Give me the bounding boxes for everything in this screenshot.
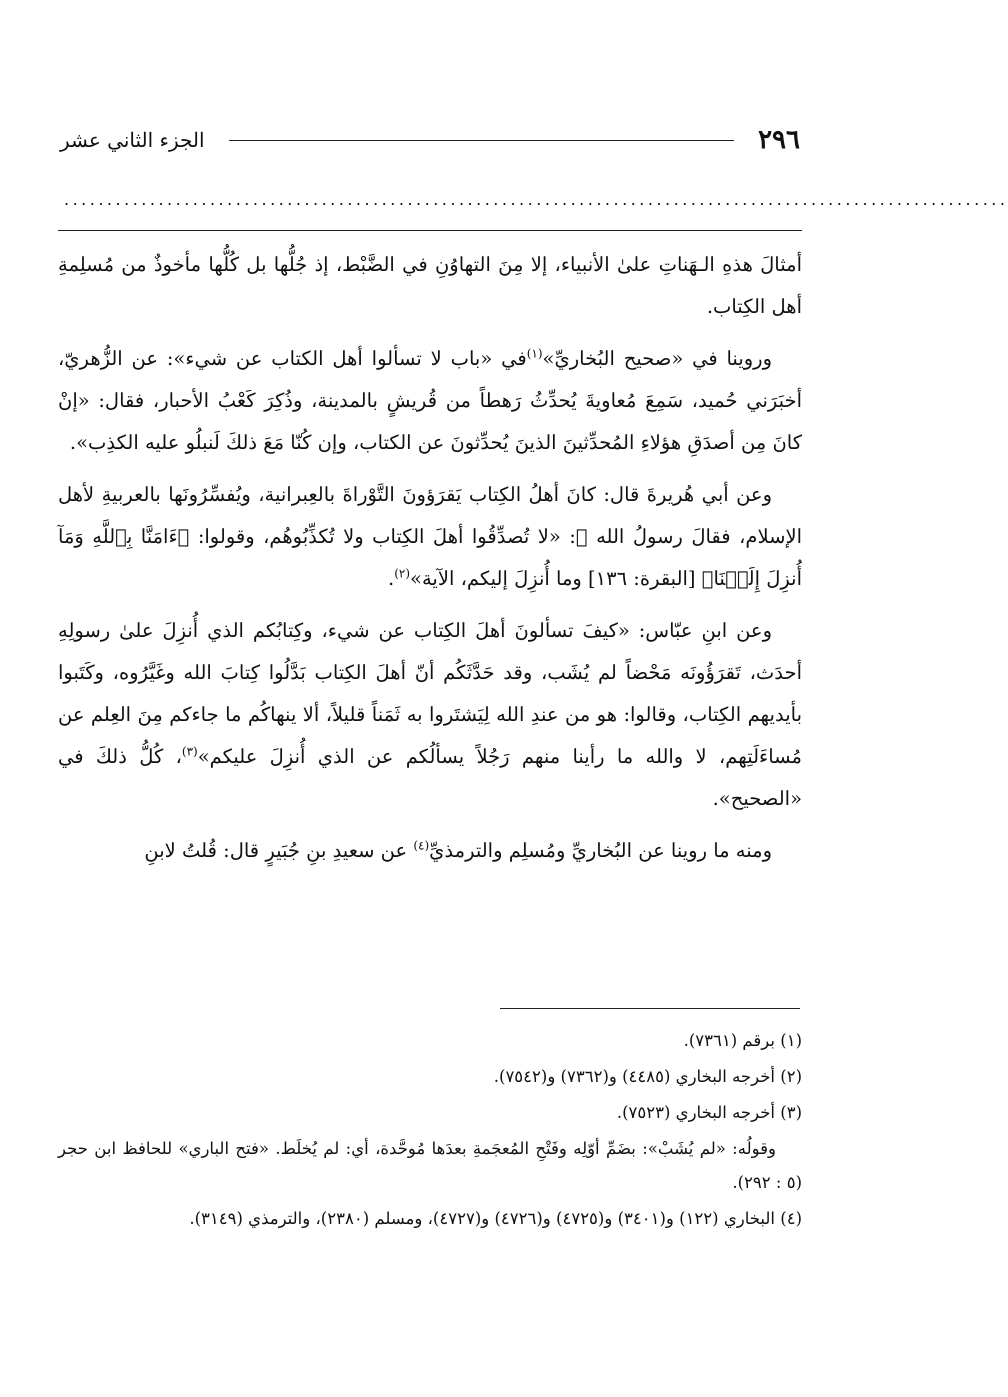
footnotes [58,1024,802,1238]
footnote-3: (٣) أخرجه البخاري (٧٥٢٣). [616,1103,802,1122]
paragraph-2-rest: في «باب لا تسألوا أهل الكتاب عن شيء»: عن الزُّهريّ، أخبَرَني حُميد، سَمِعَ مُعاويةَ يُحدِّثُ رَهطاً من قُريشٍ بالمدينة، وذُكِرَ كَعْبُ الأحبار، فقال: «إنْ كانَ مِن أصدَقِ هؤلاءِ المُحدِّثينَ الذينَ يُحدِّثونَ عن الكتاب، وإن كُنّا مَعَ ذلكَ لَنبلُو عليه الكذِب». [58,347,802,454]
footnote-rule [500,1008,800,1009]
paragraph-4-start: وعن ابنِ عبّاس: «كيفَ تسألونَ أهلَ الكِتاب عن شيء، وكِتابُكم الذي أُنزِلَ علىٰ رسولِهِ أحدَث، تَقرَؤُونَه مَحْضاً لم يُشَب، وقد حَدَّثَكُم أنّ أهلَ الكِتاب بَدَّلُوا كِتابَ الله وغَيَّرُوه، وكَتَبوا بأيديهم الكِتاب، وقالوا: هو من عندِ الله لِيَشتَروا به ثَمَناً قليلاً، ألا ينهاكُم ما جاءكم مِنَ العِلم عن مُساءَلَتِهم، لا والله ما رأينا منهم رَجُلاً يسألُكم عن الذي أُنزِلَ عليكم» [58,619,802,768]
main-text [58,244,802,882]
header-rule [229,140,735,141]
paragraph-5-rest: عن سعيدِ بنِ جُبَيرٍ قال: قُلتُ لابنِ [144,839,414,862]
page-number: ٢٩٦ [758,125,800,155]
footnote-4: (٤) البخاري (١٢٢) و(٣٤٠١) و(٤٧٢٥) و(٤٧٢٦) و(٤٧٢٧)، ومسلم (٢٣٨٠)، والترمذي (٣١٤٩). [189,1209,802,1228]
paragraph-4 [58,610,802,820]
footnote-3-note: وقولُه: «لم يُشَبْ»: بضَمِّ أوّلِه وفَتْحِ المُعجَمةِ بعدَها مُوحَّدة، أي: لم يُخلَط. «فتح الباري» للحافظ ابن حجر (٥ : ٢٩٢). [58,1139,802,1192]
paragraph-4-end: ، كُلُّ ذلكَ في «الصحيح». [58,745,802,810]
running-header [60,118,800,162]
footnote-2: (٢) أخرجه البخاري (٤٤٨٥) و(٧٣٦٢) و(٧٥٤٢). [493,1067,802,1086]
paragraph-3-end: . [388,567,395,590]
paragraph-1: أمثالَ هذهِ الـهَناتِ علىٰ الأنبياء، إلا مِنَ التهاوُنِ في الضَّبْط، إذ جُلُّها بل كُلُّها مأخوذٌ من مُسلِمةِ أهل الكِتاب. [58,253,802,318]
footnote-ref-4: (٤) [413,838,430,853]
footnote-ref-1: (١) [526,346,543,361]
paragraph-5 [58,830,802,872]
paragraph-5-start: ومنه ما روينا عن البُخاريِّ ومُسلِم والترمذيِّ [429,839,772,862]
paragraph-3-start: وعن أبي هُريرةَ قال: كانَ أهلُ الكِتاب يَقرَؤونَ التَّوْراةَ بالعِبرانية، ويُفسِّرُونَها بالعربيةِ لأهل الإسلام، فقالَ رسولُ الله ﷺ: «لا تُصدِّقُوا أهلَ الكِتاب ولا تُكذِّبُوهُم، وقولوا: ﴿ءَامَنَّا بِٱللَّهِ وَمَآ أُنزِلَ إِلَيۡنَا﴾ [البقرة: ١٣٦] وما أُنزِلَ إليكم، الآية» [58,483,802,590]
paragraph-3 [58,474,802,600]
part-title: الجزء الثاني عشر [60,128,205,152]
dotted-separator: .............................................................................................................. [64,190,1008,209]
paragraph-2-start: وروينا في «صحيح البُخاريِّ» [542,347,772,370]
paragraph-2 [58,338,802,464]
footnote-1: (١) برقم (٧٣٦١). [683,1031,802,1050]
top-rule [58,230,802,231]
footnote-ref-2: (٢) [394,566,411,581]
footnote-ref-3: (٣) [181,744,198,759]
